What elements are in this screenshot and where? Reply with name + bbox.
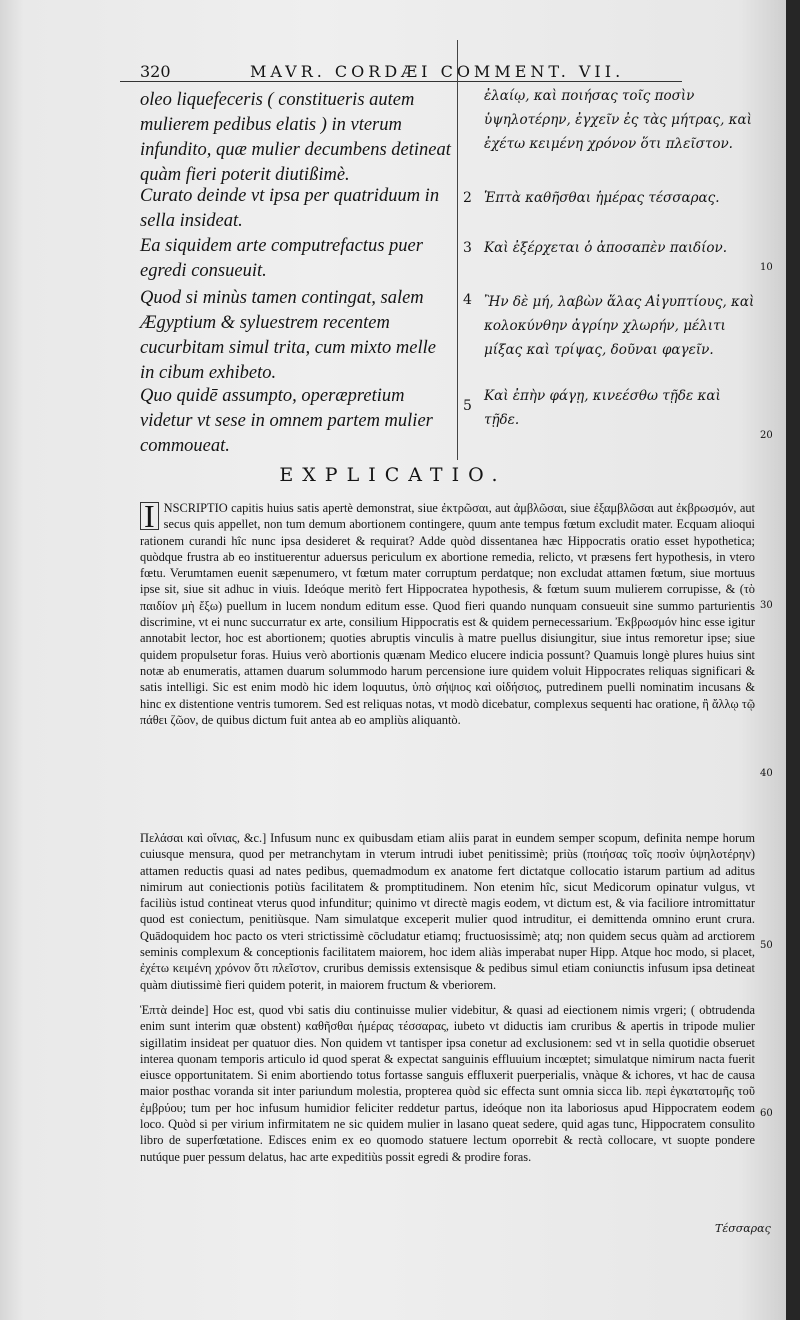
- margin-line-number: 20: [760, 430, 773, 441]
- margin-line-number: 60: [760, 1108, 773, 1119]
- greek-block-1: ἐλαίῳ, καὶ ποιήσας τοῖς ποσὶν ὑψηλοτέρην, ἐγχεῖν ἐς τὰς μήτρας, καὶ ἐχέτω κειμένη χρόνον ὅτι πλεῖστον.: [484, 88, 752, 152]
- latin-block-5: Quo quidē assumpto, operæpretium videtur vt sese in omnem partem mulier commoueat.: [140, 386, 433, 456]
- latin-block-4: Quod si minùs tamen contingat, salem Ægyptium & syluestrem recentem cucurbitam simul trita, cum mixto melle in cibum exhibeto.: [140, 288, 436, 383]
- latin-block-2: Curato deinde vt ipsa per quatriduum in sella insideat.: [140, 186, 440, 231]
- commentary-paragraph-3: Ἑπτὰ deinde] Hoc est, quod vbi satis diu continuisse mulier videbitur, & quasi ad eiectionem nimis vrgeri; ( obtrudenda enim sunt interim quæ obstent) καθῆσθαι ἡμέρας τέσσαρας, iubeto vt diductis iam cruribus & apertis in tripode mulier sigillatim insideat per quatuor dies. Non quidem vt tantisper ipsa conetur ad exclusionem: sed vt in sella quotidie obseruet interea quonam temporis articulo id quod sperat & expectat sanguinis effluuium incœptet; simulatque nimirum nacta fuerit eiusce opportunitatem. Si enim abortiendo totus fortasse sanguis effluxerit puerperialis, vnàque & ichores, vt hac de causa maior posthac voranda sit inter pariundum molestia, propterea quòd sic effecta sunt omnia sicca lib. περὶ ἐγκατατομῆς τοῦ ἐμβρύου; tum per hoc infusum humidior feliciter reddetur partus, ideóque non ita laboriosus apud Hippocratem eodem loco. Quòd si per virium infirmitatem ne sic quidem mulier in lasano queat sedere, quid agas tunc, Hippocratem consulito libro de superfœtatione. Edisces enim ex eo quomodo statuere lectum oporrebit & rectà collocare, vt suopte pondere nutúque puer pessum delatus, hac arte expeditiùs possit egredi & prodire foras.: [140, 1003, 755, 1164]
- greek-block-4: Ἢν δὲ μή, λαβὼν ἅλας Αἰγυπτίους, καὶ κολοκύνθην ἀγρίην χλωρήν, μέλιτι μίξας καὶ τρίψας, δοῦναι φαγεῖν.: [484, 294, 755, 358]
- greek-block-5: Καὶ ἐπὴν φάγῃ, κινεέσθω τῇδε καὶ τῇδε.: [484, 388, 721, 428]
- drop-cap: I: [140, 502, 159, 530]
- margin-line-number: 40: [760, 768, 773, 779]
- page-number: 320: [140, 62, 171, 81]
- verse-number-3: 3: [463, 240, 472, 256]
- latin-block-3: Ea siquidem arte computrefactus puer egredi consueuit.: [140, 236, 423, 281]
- greek-block-3: Καὶ ἐξέρχεται ὁ ἀποσαπὲν παιδίον.: [484, 240, 728, 256]
- margin-line-number: 30: [760, 600, 773, 611]
- verse-number-2: 2: [463, 190, 472, 206]
- commentary-paragraph-1: I NSCRIPTIO capitis huius satis apertè demonstrat, siue ἐκτρῶσαι, aut ἀμβλῶσαι, siue ἐξαμβλῶσαι aut ἐκβρωσμόν, aut secus quis appellet, non tum demum abortionem contingere, quum ante tempus fœtum excludit mater. Ecquam alioqui rationem curandi hîc nunc ipsa desideret & requirat? Adde quòd dissentanea hæc Hippocratis oratio esset hypothetica; quòdque frustra ab eo instituerentur aduersus periculum ex abortione remedia, relicto, vt præsens fert hypothesis, in vtero fœtu. Verumtamen euenit sæpenumero, vt fœtum mater corruptum perdatque; non excludat attamen fœtum, siue mortuus ipse sit, siue sit adhuc in viuis. Ideóque meritò fert Hippocratea hypothesis, & fœtum suum mulierem corrupisse, & (τὸ παιδίον μὴ ἔξω) puellum in lucem nondum editum esse. Quod fieri quando nunquam consueuit sine summo parturientis discrimine, vt ei nunc succurratur ex arte, consilium Hippocratis est & quidem pernecessarium. Ἐκβρωσμόν hinc esse igitur annotabit lector, hoc est abortionem; quoties abruptis vinculis à matre puellus disiungitur, siue intus remoretur ipse; siue quidem propulsetur foras. Huius verò abortionis quænam Medico elucere indicia possunt? Quamuis longè plures huius sint notæ ab enumeratis, attamen duarum solummodo harum percensione iure quidem voluit Hippocrates reliquas significari & satis intelligi. Sic est enim modò hic idem loquutus, ὑπὸ σήψιος καὶ οἰδήσιος, putredinem puelli nominatim incusans & hinc ex distentione ventris tumorem. Sed est reliquas notas, vt modò dicebatur, complexus sequenti hac oratione, ἢ ἄλλῳ τῷ πάθει ζῶον, de quibus dictum fuit antea ab eo ampliùs aliquantò.: [140, 498, 755, 727]
- catchword: Τέσσαρας: [715, 1222, 771, 1235]
- latin-block-1: oleo liquefeceris ( constitueris autem mulierem pedibus elatis ) in vterum infundito, quæ mulier decumbens detineat quàm fieri poterit diutißimè.: [140, 90, 451, 185]
- verse-number-4: 4: [463, 292, 472, 308]
- column-divider: [457, 40, 458, 460]
- header-rule: [120, 81, 682, 82]
- margin-line-number: 10: [760, 262, 773, 273]
- section-title: EXPLICATIO.: [279, 464, 507, 486]
- commentary-paragraph-2: Πελάσαι καὶ οἴνιας, &c.] Infusum nunc ex quibusdam etiam aliis parat in eundem semper scopum, definita nempe horum cuiusque mensura, quod per metranchytam in vterum intrudi iubet penitissimè; priùs (ποιήσας τοῖς ποσὶν ὑψηλοτέρην) attamen reductis quasi ad nates pedibus, quemadmodum ex anatome fert dictatque collocatio istarum partium ad aditus nimirum aut coniectionis potiùs facilitatem & promptitudinem. Non etenim hîc, sicut Medicorum opinatur vulgus, vt faciliùs istud contineat vterus quod infunditur; quinimo vt directè magis eodem, vt dictum est, & via faciliore intromittatur quod est coniectum, penitiùsque. Nam simulatque exceperit mulier quod intruditur, ei demittenda omnino erunt crura. Quādoquidem hoc pacto os vteri strictissimè cōcludatur etiamq; fructuosissimè; atq; non quidem secus quàm ad arctiorem seminis complexum & conceptionis facilitatem maiorem, hoc idem aliàs imperabat nuper Hipp. Atque hoc modo, si placet, ἐχέτω κειμένη χρόνον ὅτι πλεῖστον, cruribus demissis extensisque & pedibus simul etiam coniunctis infusum ipsa detineat quàm diutissimè fieri quidem poterit, in maiorem fructum & vberiorem.: [140, 831, 755, 992]
- page-edge: [786, 0, 800, 1320]
- greek-block-2: Ἑπτὰ καθῆσθαι ἡμέρας τέσσαρας.: [484, 190, 720, 206]
- margin-line-number: 50: [760, 940, 773, 951]
- running-title: MAVR. CORDÆI COMMENT. VII.: [250, 62, 625, 81]
- verse-number-5: 5: [463, 398, 472, 414]
